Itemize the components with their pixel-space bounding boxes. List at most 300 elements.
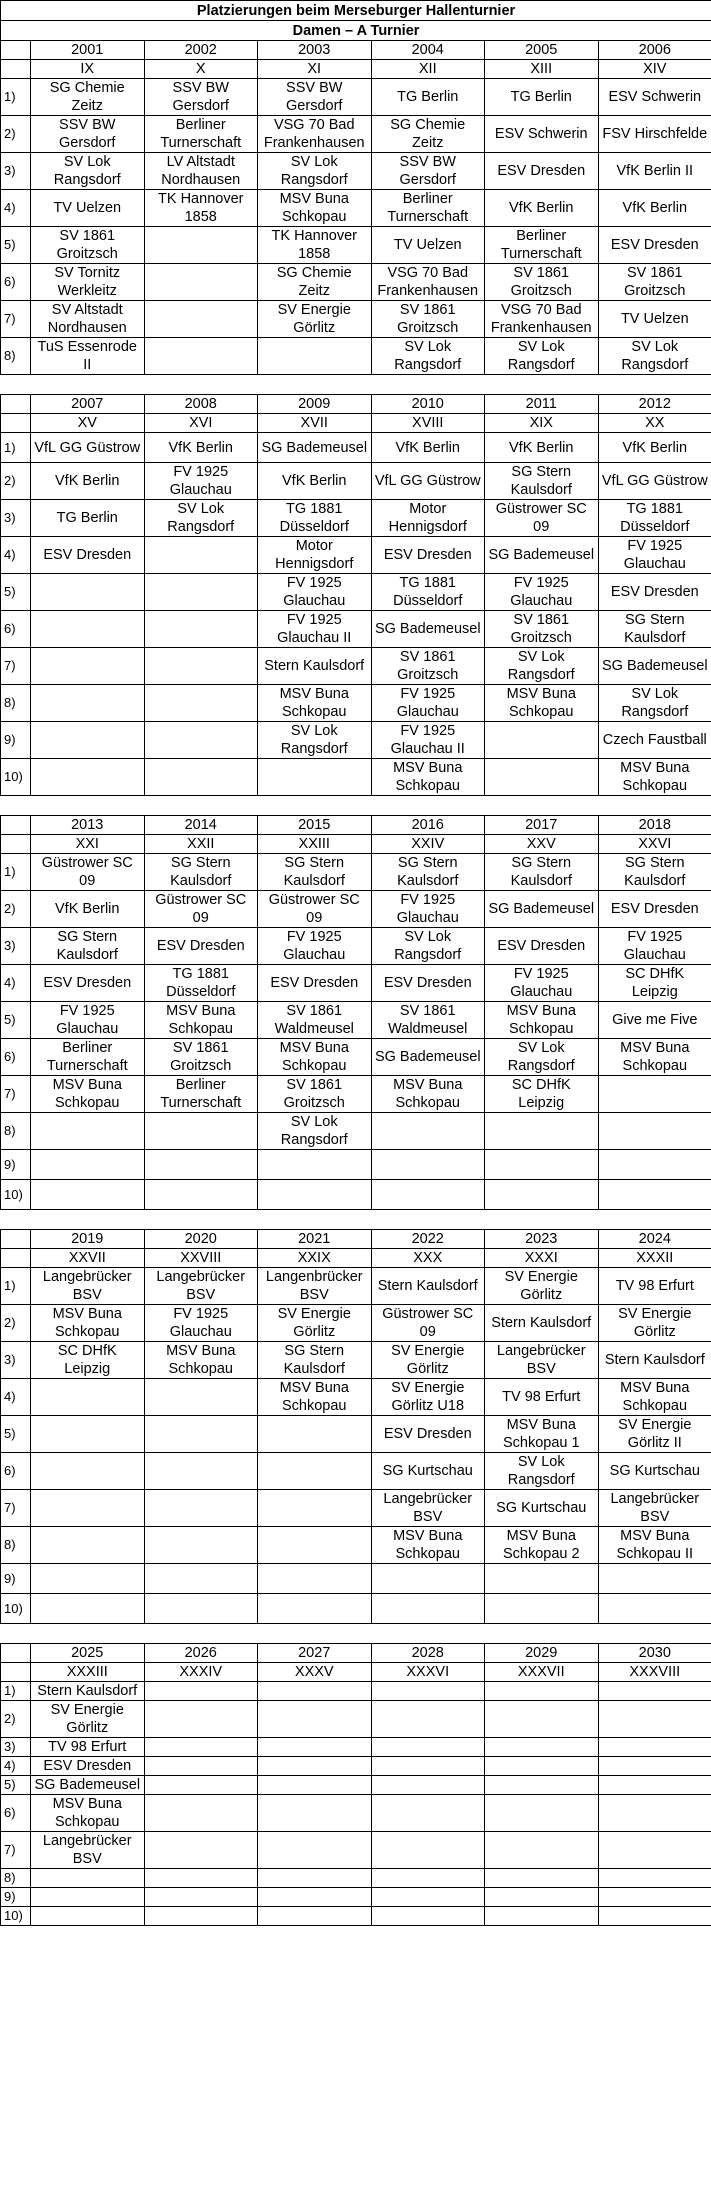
edition-header: XXIV (371, 835, 485, 854)
team-cell (31, 1594, 145, 1624)
team-cell: SV 1861 Waldmeusel (371, 1002, 485, 1039)
team-cell (31, 1527, 145, 1564)
team-cell: SV Lok Rangsdorf (258, 722, 372, 759)
team-cell: SG Stern Kaulsdorf (144, 854, 258, 891)
team-cell (31, 611, 145, 648)
team-cell (485, 1150, 599, 1180)
placement-row (1, 1305, 711, 1342)
team-cell: VSG 70 Bad Frankenhausen (485, 301, 599, 338)
placement-row (1, 1342, 711, 1379)
team-cell (598, 1869, 711, 1888)
team-cell: SV Lok Rangsdorf (371, 338, 485, 375)
edition-header: XXXVI (371, 1663, 485, 1682)
team-cell (371, 1738, 485, 1757)
year-header: 2003 (258, 41, 372, 60)
team-cell: VfK Berlin (144, 433, 258, 463)
block-spacer (1, 796, 711, 816)
rank-label: 4) (1, 190, 31, 227)
team-cell: SV Lok Rangsdorf (598, 685, 711, 722)
rank-label: 9) (1, 1564, 31, 1594)
placement-row (1, 1888, 711, 1907)
team-cell (31, 1564, 145, 1594)
team-cell: VfL GG Güstrow (31, 433, 145, 463)
team-cell: MSV Buna Schkopau II (598, 1527, 711, 1564)
team-cell: SV 1861 Groitzsch (371, 301, 485, 338)
rank-label: 9) (1, 722, 31, 759)
edition-header: XXXVIII (598, 1663, 711, 1682)
year-row (1, 816, 711, 835)
team-cell: MSV Buna Schkopau 2 (485, 1527, 599, 1564)
team-cell (31, 1150, 145, 1180)
edition-header: XV (31, 414, 145, 433)
team-cell: TK Hannover 1858 (144, 190, 258, 227)
team-cell (144, 1757, 258, 1776)
edition-header: XIV (598, 60, 711, 79)
year-header: 2019 (31, 1230, 145, 1249)
team-cell (371, 1832, 485, 1869)
team-cell: TG Berlin (31, 500, 145, 537)
team-cell: FV 1925 Glauchau II (258, 611, 372, 648)
team-cell: SG Kurtschau (598, 1453, 711, 1490)
team-cell (258, 1180, 372, 1210)
team-cell: SG Stern Kaulsdorf (371, 854, 485, 891)
placement-row (1, 227, 711, 264)
year-header: 2006 (598, 41, 711, 60)
team-cell (598, 1594, 711, 1624)
team-cell: FV 1925 Glauchau II (371, 722, 485, 759)
team-cell: SV 1861 Waldmeusel (258, 1002, 372, 1039)
placement-row (1, 722, 711, 759)
team-cell: FV 1925 Glauchau (371, 685, 485, 722)
team-cell: MSV Buna Schkopau (598, 759, 711, 796)
block-spacer (1, 1210, 711, 1230)
year-header: 2004 (371, 41, 485, 60)
placement-row (1, 1594, 711, 1624)
placement-row (1, 1832, 711, 1869)
team-cell: SV 1861 Groitzsch (371, 648, 485, 685)
team-cell (598, 1795, 711, 1832)
edition-header: XI (258, 60, 372, 79)
placement-row (1, 338, 711, 375)
corner-cell (1, 1230, 31, 1249)
team-cell: ESV Schwerin (485, 116, 599, 153)
team-cell: ESV Dresden (371, 1416, 485, 1453)
year-row (1, 1644, 711, 1663)
team-cell (144, 1564, 258, 1594)
team-cell: Langenbrücker BSV (258, 1268, 372, 1305)
team-cell (598, 1701, 711, 1738)
team-cell: SC DHfK Leipzig (31, 1342, 145, 1379)
rank-label: 7) (1, 648, 31, 685)
placement-row (1, 1039, 711, 1076)
team-cell: FV 1925 Glauchau (258, 574, 372, 611)
year-row (1, 41, 711, 60)
team-cell (598, 1113, 711, 1150)
team-cell: ESV Dresden (598, 574, 711, 611)
placement-row (1, 1453, 711, 1490)
team-cell: Stern Kaulsdorf (598, 1342, 711, 1379)
team-cell: Langebrücker BSV (31, 1832, 145, 1869)
placement-row (1, 1002, 711, 1039)
team-cell: ESV Dresden (258, 965, 372, 1002)
year-header: 2014 (144, 816, 258, 835)
team-cell (598, 1907, 711, 1926)
team-cell: FV 1925 Glauchau (144, 1305, 258, 1342)
team-cell (144, 1594, 258, 1624)
edition-row (1, 60, 711, 79)
team-cell (598, 1564, 711, 1594)
team-cell (598, 1776, 711, 1795)
corner-cell (1, 835, 31, 854)
placement-row (1, 1907, 711, 1926)
team-cell: FV 1925 Glauchau (371, 891, 485, 928)
team-cell (258, 1795, 372, 1832)
rank-label: 10) (1, 1907, 31, 1926)
placement-row (1, 433, 711, 463)
team-cell (144, 722, 258, 759)
edition-header: XIX (485, 414, 599, 433)
placement-row (1, 1564, 711, 1594)
team-cell: VfK Berlin (485, 433, 599, 463)
placement-row (1, 1490, 711, 1527)
team-cell (598, 1738, 711, 1757)
team-cell: SV Energie Görlitz (485, 1268, 599, 1305)
team-cell: TG Berlin (485, 79, 599, 116)
team-cell (144, 1795, 258, 1832)
team-cell: SG Bademeusel (371, 1039, 485, 1076)
year-header: 2010 (371, 395, 485, 414)
year-header: 2020 (144, 1230, 258, 1249)
rank-label: 5) (1, 1416, 31, 1453)
placement-row (1, 891, 711, 928)
rank-label: 3) (1, 928, 31, 965)
team-cell: SC DHfK Leipzig (485, 1076, 599, 1113)
team-cell (485, 1682, 599, 1701)
team-cell (485, 1564, 599, 1594)
team-cell (371, 1701, 485, 1738)
placement-row (1, 1795, 711, 1832)
team-cell: SV Lok Rangsdorf (31, 153, 145, 190)
page-subtitle: Damen – A Turnier (1, 21, 711, 41)
edition-header: XXIX (258, 1249, 372, 1268)
team-cell (485, 1832, 599, 1869)
team-cell (258, 1150, 372, 1180)
team-cell: MSV Buna Schkopau (31, 1305, 145, 1342)
edition-header: XX (598, 414, 711, 433)
team-cell: SV Energie Görlitz (258, 301, 372, 338)
rank-label: 4) (1, 1757, 31, 1776)
team-cell (31, 1490, 145, 1527)
team-cell: SV Lok Rangsdorf (258, 153, 372, 190)
team-cell (31, 574, 145, 611)
rank-label: 10) (1, 759, 31, 796)
edition-header: XXXV (258, 1663, 372, 1682)
year-row (1, 1230, 711, 1249)
team-cell (258, 1907, 372, 1926)
team-cell: FV 1925 Glauchau (258, 928, 372, 965)
corner-cell (1, 1249, 31, 1268)
rank-label: 4) (1, 965, 31, 1002)
edition-header: XXI (31, 835, 145, 854)
team-cell (31, 648, 145, 685)
team-cell: SG Bademeusel (258, 433, 372, 463)
rank-label: 3) (1, 1342, 31, 1379)
team-cell (144, 227, 258, 264)
team-cell (485, 1888, 599, 1907)
year-header: 2007 (31, 395, 145, 414)
team-cell (485, 1907, 599, 1926)
team-cell: VfK Berlin (371, 433, 485, 463)
team-cell: Berliner Turnerschaft (144, 116, 258, 153)
team-cell (31, 1113, 145, 1150)
team-cell: MSV Buna Schkopau (371, 1527, 485, 1564)
team-cell (371, 1907, 485, 1926)
team-cell: SSV BW Gersdorf (258, 79, 372, 116)
team-cell (144, 1150, 258, 1180)
placement-row (1, 1379, 711, 1416)
team-cell: Langebrücker BSV (485, 1342, 599, 1379)
team-cell: MSV Buna Schkopau (258, 1379, 372, 1416)
team-cell: Motor Hennigsdorf (371, 500, 485, 537)
team-cell (258, 1682, 372, 1701)
team-cell: MSV Buna Schkopau (144, 1342, 258, 1379)
team-cell (31, 1379, 145, 1416)
team-cell: SV Lok Rangsdorf (258, 1113, 372, 1150)
team-cell: VSG 70 Bad Frankenhausen (371, 264, 485, 301)
team-cell (598, 1757, 711, 1776)
team-cell (371, 1594, 485, 1624)
team-cell (144, 1379, 258, 1416)
team-cell: SG Kurtschau (371, 1453, 485, 1490)
team-cell (258, 1738, 372, 1757)
team-cell: Berliner Turnerschaft (485, 227, 599, 264)
year-header: 2013 (31, 816, 145, 835)
team-cell: MSV Buna Schkopau (485, 685, 599, 722)
team-cell: Langebrücker BSV (144, 1268, 258, 1305)
team-cell: ESV Dresden (31, 537, 145, 574)
rank-label: 7) (1, 301, 31, 338)
team-cell: VfK Berlin (31, 891, 145, 928)
team-cell: SG Stern Kaulsdorf (485, 854, 599, 891)
team-cell (144, 759, 258, 796)
edition-header: XXX (371, 1249, 485, 1268)
year-header: 2009 (258, 395, 372, 414)
team-cell (258, 338, 372, 375)
team-cell: MSV Buna Schkopau 1 (485, 1416, 599, 1453)
edition-header: XXII (144, 835, 258, 854)
team-cell: SSV BW Gersdorf (31, 116, 145, 153)
year-header: 2028 (371, 1644, 485, 1663)
year-header: 2012 (598, 395, 711, 414)
team-cell: SV Lok Rangsdorf (144, 500, 258, 537)
team-cell (485, 1113, 599, 1150)
team-cell: SV Energie Görlitz (371, 1342, 485, 1379)
team-cell (371, 1113, 485, 1150)
team-cell: Stern Kaulsdorf (371, 1268, 485, 1305)
team-cell (258, 1888, 372, 1907)
rank-label: 8) (1, 338, 31, 375)
team-cell: SV 1861 Groitzsch (31, 227, 145, 264)
rank-label: 6) (1, 1039, 31, 1076)
team-cell: LV Altstadt Nordhausen (144, 153, 258, 190)
placement-row (1, 116, 711, 153)
team-cell (144, 1907, 258, 1926)
team-cell: FV 1925 Glauchau (485, 965, 599, 1002)
block-spacer (1, 1624, 711, 1644)
team-cell: SV Lok Rangsdorf (485, 338, 599, 375)
team-cell (258, 1527, 372, 1564)
team-cell: Czech Faustball (598, 722, 711, 759)
team-cell: Langebrücker BSV (598, 1490, 711, 1527)
team-cell (258, 1776, 372, 1795)
team-cell: SG Stern Kaulsdorf (598, 611, 711, 648)
team-cell (258, 1832, 372, 1869)
team-cell: SG Stern Kaulsdorf (485, 463, 599, 500)
team-cell (31, 1907, 145, 1926)
edition-header: XXXIV (144, 1663, 258, 1682)
team-cell: FV 1925 Glauchau (598, 928, 711, 965)
rank-label: 10) (1, 1180, 31, 1210)
rank-label: 2) (1, 1701, 31, 1738)
team-cell (485, 759, 599, 796)
team-cell (144, 301, 258, 338)
team-cell (485, 1180, 599, 1210)
edition-header: IX (31, 60, 145, 79)
team-cell (371, 1564, 485, 1594)
team-cell: SG Chemie Zeitz (371, 116, 485, 153)
team-cell (598, 1180, 711, 1210)
team-cell (598, 1832, 711, 1869)
edition-header: XXXVII (485, 1663, 599, 1682)
year-header: 2002 (144, 41, 258, 60)
team-cell: Berliner Turnerschaft (31, 1039, 145, 1076)
team-cell: MSV Buna Schkopau (31, 1076, 145, 1113)
team-cell (258, 1757, 372, 1776)
edition-header: XVII (258, 414, 372, 433)
edition-row (1, 414, 711, 433)
team-cell: Güstrower SC 09 (144, 891, 258, 928)
placement-row (1, 537, 711, 574)
placement-row (1, 759, 711, 796)
year-header: 2005 (485, 41, 599, 60)
team-cell (144, 1113, 258, 1150)
team-cell: SV 1861 Groitzsch (485, 264, 599, 301)
placement-row (1, 611, 711, 648)
team-cell (371, 1682, 485, 1701)
team-cell: SV Lok Rangsdorf (598, 338, 711, 375)
year-header: 2030 (598, 1644, 711, 1663)
rank-label: 6) (1, 611, 31, 648)
spacer-cell (1, 796, 711, 816)
team-cell (144, 1869, 258, 1888)
team-cell: TK Hannover 1858 (258, 227, 372, 264)
edition-header: XXIII (258, 835, 372, 854)
team-cell (144, 1682, 258, 1701)
team-cell: MSV Buna Schkopau (144, 1002, 258, 1039)
team-cell: SV Lok Rangsdorf (485, 648, 599, 685)
rank-label: 5) (1, 227, 31, 264)
year-header: 2023 (485, 1230, 599, 1249)
rank-label: 10) (1, 1594, 31, 1624)
year-header: 2026 (144, 1644, 258, 1663)
team-cell (485, 1869, 599, 1888)
placement-row (1, 1180, 711, 1210)
corner-cell (1, 1663, 31, 1682)
placement-row (1, 1776, 711, 1795)
team-cell: VfL GG Güstrow (598, 463, 711, 500)
placement-row (1, 574, 711, 611)
rank-label: 1) (1, 854, 31, 891)
team-cell (371, 1757, 485, 1776)
edition-header: XVIII (371, 414, 485, 433)
team-cell (144, 574, 258, 611)
rank-label: 1) (1, 433, 31, 463)
team-cell: SSV BW Gersdorf (144, 79, 258, 116)
team-cell (144, 1832, 258, 1869)
edition-row (1, 1663, 711, 1682)
placement-row (1, 463, 711, 500)
team-cell (371, 1795, 485, 1832)
team-cell: MSV Buna Schkopau (598, 1039, 711, 1076)
team-cell (144, 611, 258, 648)
team-cell: SV 1861 Groitzsch (144, 1039, 258, 1076)
rank-label: 1) (1, 79, 31, 116)
team-cell: SV Energie Görlitz (31, 1701, 145, 1738)
corner-cell (1, 414, 31, 433)
year-header: 2015 (258, 816, 372, 835)
team-cell (258, 1869, 372, 1888)
rank-label: 6) (1, 1453, 31, 1490)
team-cell (258, 1701, 372, 1738)
team-cell: TG 1881 Düsseldorf (144, 965, 258, 1002)
rank-label: 5) (1, 574, 31, 611)
rank-label: 7) (1, 1490, 31, 1527)
team-cell: VfK Berlin (258, 463, 372, 500)
team-cell (371, 1180, 485, 1210)
team-cell: SV Lok Rangsdorf (371, 928, 485, 965)
placement-row (1, 685, 711, 722)
team-cell (371, 1888, 485, 1907)
edition-header: XXVIII (144, 1249, 258, 1268)
team-cell (258, 1564, 372, 1594)
team-cell: MSV Buna Schkopau (258, 1039, 372, 1076)
page-title: Platzierungen beim Merseburger Hallenturnier (1, 1, 711, 21)
placement-row (1, 79, 711, 116)
team-cell (598, 1888, 711, 1907)
team-cell (485, 1594, 599, 1624)
team-cell: SG Stern Kaulsdorf (258, 854, 372, 891)
team-cell: SG Chemie Zeitz (31, 79, 145, 116)
rank-label: 3) (1, 500, 31, 537)
team-cell (31, 722, 145, 759)
team-cell (31, 759, 145, 796)
spacer-cell (1, 375, 711, 395)
team-cell: MSV Buna Schkopau (598, 1379, 711, 1416)
placement-row (1, 648, 711, 685)
rank-label: 6) (1, 1795, 31, 1832)
rank-label: 2) (1, 891, 31, 928)
rank-label: 5) (1, 1776, 31, 1795)
placement-row (1, 965, 711, 1002)
team-cell: SG Stern Kaulsdorf (258, 1342, 372, 1379)
placement-row (1, 1150, 711, 1180)
team-cell (144, 1416, 258, 1453)
placement-row (1, 264, 711, 301)
team-cell: Motor Hennigsdorf (258, 537, 372, 574)
team-cell (485, 1776, 599, 1795)
corner-cell (1, 41, 31, 60)
team-cell (371, 1776, 485, 1795)
